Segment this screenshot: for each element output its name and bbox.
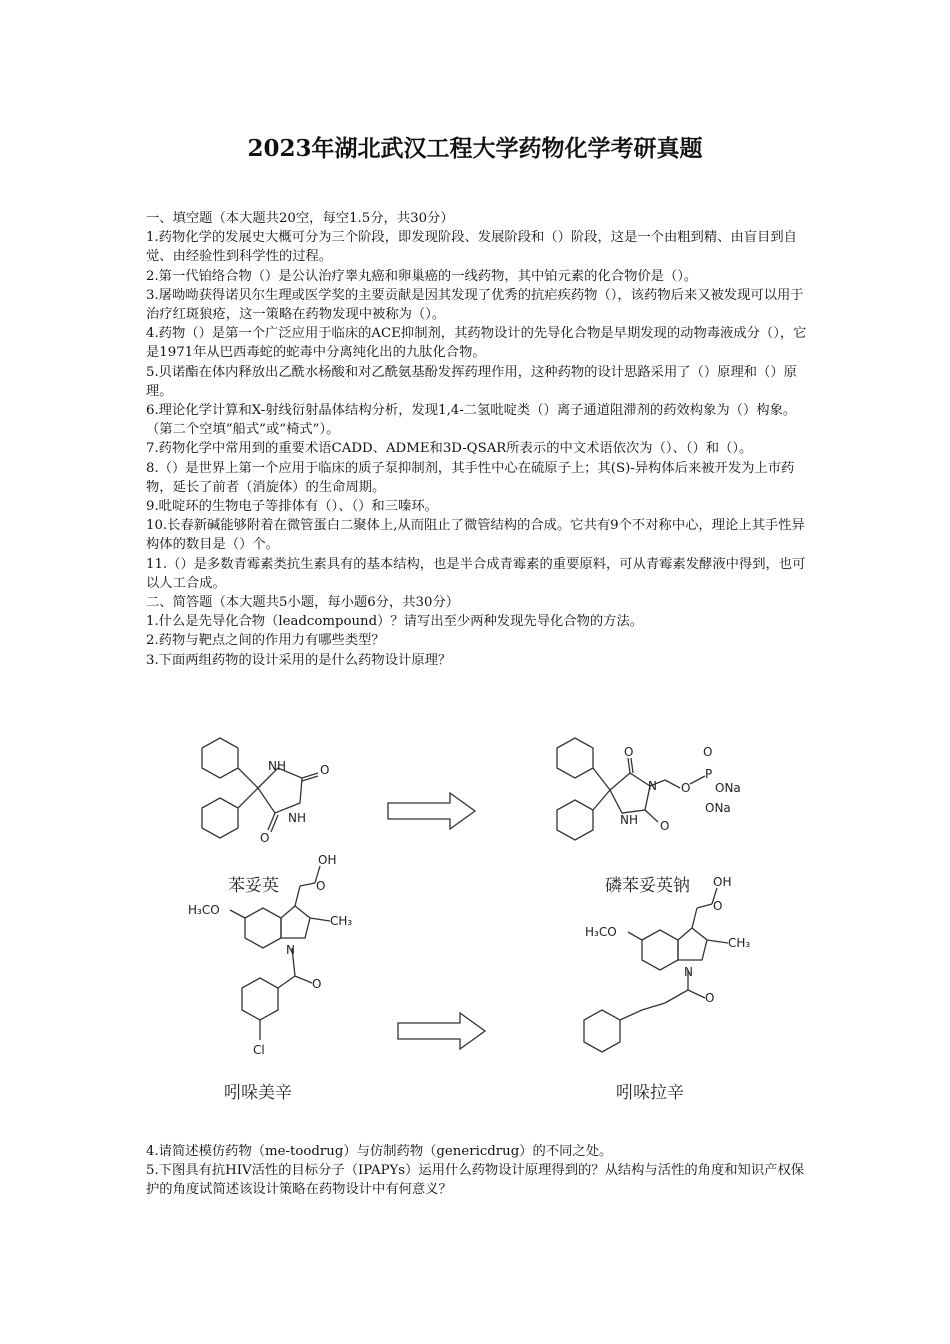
question-line: 7.药物化学中常用到的重要术语CADD、ADME和3D-QSAR所表示的中文术语依次为（）、（）和（）。 xyxy=(146,441,753,457)
question-line: 1.什么是先导化合物（leadcompound）？请写出至少两种发现先导化合物的方法。 xyxy=(146,614,644,630)
caption-phenytoin: 苯妥英 xyxy=(228,876,279,896)
atom-label: N xyxy=(286,943,295,957)
atom-label: H₃CO xyxy=(188,903,220,917)
question-line: 2.药物与靶点之间的作用力有哪些类型？ xyxy=(146,633,385,649)
atom-label: N xyxy=(648,779,657,793)
question-section-top xyxy=(146,209,812,670)
atom-label: O xyxy=(260,831,270,845)
section-heading-short-answer: 二、简答题（本大题共5小题，每小题6分，共30分） xyxy=(146,595,460,611)
question-section-bottom xyxy=(146,1142,812,1200)
question-line: 3.屠呦呦获得诺贝尔生理或医学奖的主要贡献是因其发现了优秀的抗疟疾药物（），该药物后来又被发现可以用于治疗红斑狼疮，这一策略在药物发现中被称为（）。 xyxy=(146,287,804,323)
question-line: 4.请简述模仿药物（me-toodrug）与仿制药物（genericdrug）的不同之处。 xyxy=(146,1144,613,1159)
atom-label: CH₃ xyxy=(330,914,353,928)
structures-drawing xyxy=(150,718,800,1118)
question-line: 8.（）是世界上第一个应用于临床的质子泵抑制剂，其手性中心在硫原子上；其(S)-异构体后来被开发为上市药物，延长了前者（消旋体）的生命周期。 xyxy=(146,460,795,495)
atom-label: NH xyxy=(268,759,286,773)
question-line: 1.药物化学的发展史大概可分为三个阶段，即发现阶段、发展阶段和（）阶段，这是一个由粗到精、由盲目到自觉、由经验性到科学性的过程。 xyxy=(146,230,797,265)
section-heading-fill-blank: 一、填空题（本大题共20空，每空1.5分，共30分） xyxy=(146,211,454,226)
arrow-1 xyxy=(388,793,475,829)
atom-label: O xyxy=(660,819,670,833)
atom-label: O xyxy=(713,899,723,913)
question-line: 9.吡啶环的生物电子等排体有（）、（）和三嗪环。 xyxy=(146,499,438,515)
question-line: 5.贝诺酯在体内释放出乙酰水杨酸和对乙酰氨基酚发挥药理作用，这种药物的设计思路采用了（）原理和（）原理。 xyxy=(146,364,797,399)
atom-label: O xyxy=(312,977,322,991)
atom-label: CH₃ xyxy=(728,936,751,950)
question-line: 10.长春新碱能够附着在微管蛋白二聚体上,从而阻止了微管结构的合成。它共有9个不对称中心，理论上其手性异构体的数目是（）个。 xyxy=(146,518,805,553)
caption-fosphenytoin-sodium: 磷苯妥英钠 xyxy=(605,876,690,896)
caption-indometacin: 吲哚美辛 xyxy=(224,1083,292,1103)
atom-label: NH xyxy=(288,811,306,825)
atom-label: P xyxy=(705,767,713,781)
atom-label: O xyxy=(624,745,634,759)
page-title: 2023年湖北武汉工程大学药物化学考研真题 xyxy=(247,135,703,162)
atom-label: O xyxy=(320,763,330,777)
atom-label: O xyxy=(316,879,326,893)
question-line: 11.（）是多数青霉素类抗生素具有的基本结构，也是半合成青霉素的重要原料，可从青霉素发酵液中得到，也可以人工合成。 xyxy=(146,556,806,591)
atom-label: O xyxy=(681,781,691,795)
atom-label: N xyxy=(684,965,693,979)
atom-label: OH xyxy=(318,853,337,867)
chemical-structures-figure xyxy=(150,718,800,1118)
atom-label: NH xyxy=(620,813,638,827)
atom-label: H₃CO xyxy=(585,925,617,939)
question-line: 5.下图具有抗HIV活性的目标分子（IPAPYs）运用什么药物设计原理得到的？从结构与活性的角度和知识产权保护的角度试简述该设计策略在药物设计中有何意义？ xyxy=(146,1163,805,1198)
atom-label: ONa xyxy=(715,781,741,795)
question-line: 4.药物（）是第一个广泛应用于临床的ACE抑制剂，其药物设计的先导化合物是早期发现的动物毒液成分（），它是1971年从巴西毒蛇的蛇毒中分离纯化出的九肽化合物。 xyxy=(146,326,807,361)
atom-label: O xyxy=(705,991,715,1005)
arrow-2 xyxy=(398,1013,485,1049)
question-line: 2.第一代铂络合物（）是公认治疗睾丸癌和卵巢癌的一线药物，其中铂元素的化合物价是（）。 xyxy=(146,268,698,284)
question-line: 3.下面两组药物的设计采用的是什么药物设计原理？ xyxy=(146,652,452,668)
atom-label: OH xyxy=(713,875,732,889)
question-line: 6.理论化学计算和X-射线衍射晶体结构分析，发现1,4-二氢吡啶类（）离子通道阻滞剂的药效构象为（）构象。（第二个空填“船式”或“椅式”）。 xyxy=(146,403,797,438)
caption-indoracin: 吲哚拉辛 xyxy=(616,1083,684,1103)
atom-label: O xyxy=(703,745,713,759)
atom-label: ONa xyxy=(705,801,731,815)
indoracin-structure xyxy=(584,888,728,1052)
atom-label: Cl xyxy=(253,1043,265,1057)
